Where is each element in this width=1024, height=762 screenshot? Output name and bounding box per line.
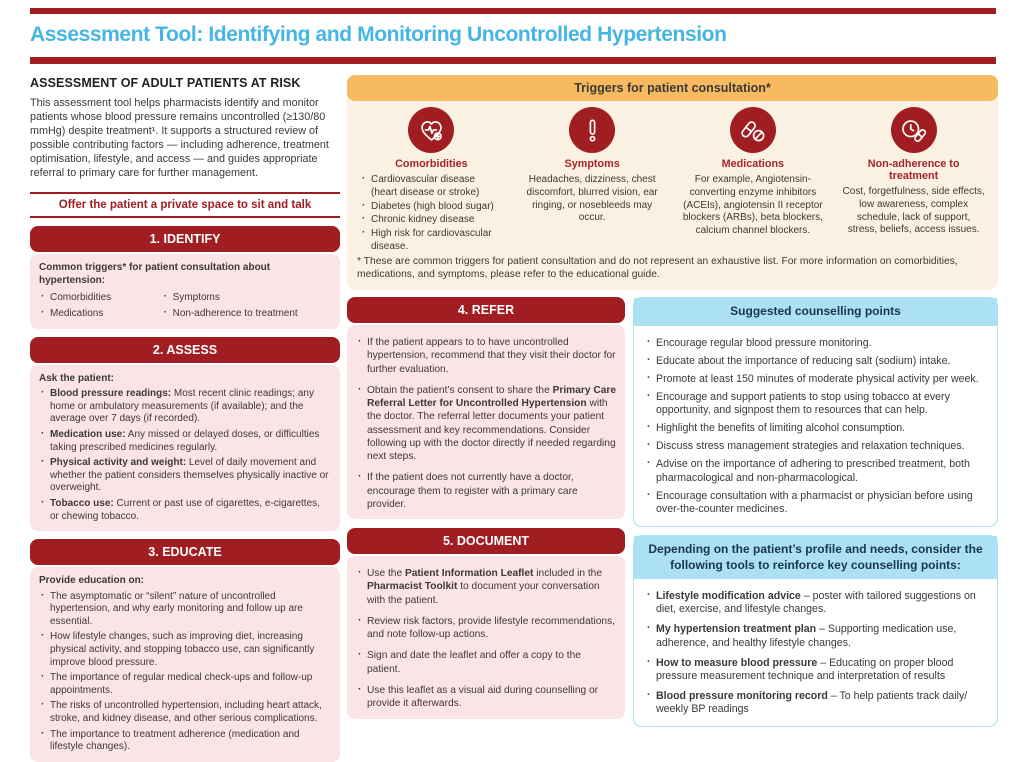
triggers-columns	[351, 107, 994, 254]
tools-body	[634, 579, 997, 726]
trigger-column-medications	[673, 107, 834, 254]
triggers-banner: Triggers for patient consultation*	[347, 75, 998, 101]
item-text: The importance to treatment adherence (medication and lifestyle changes).	[50, 728, 300, 753]
list-item	[39, 429, 331, 454]
left-column	[30, 76, 340, 762]
top-red-bar	[30, 8, 996, 14]
list-item	[645, 657, 986, 683]
list-item	[39, 308, 162, 321]
intro-paragraph: This assessment tool helps pharmacists identify and monitor patients whose blood pressure remains uncontrolled (≥130/80 mmHg) despite treatment¹. It supports a structured review of possible contributing factors — including adherence, treatment optimisation, lifestyle, and access — and guides appropriate referral to primary care for further management.	[30, 97, 329, 180]
list-item	[39, 700, 331, 725]
tools-box	[633, 535, 998, 727]
list-item	[645, 373, 986, 386]
item-text: Any missed or delayed doses, or difficulties taking prescribed medicines regularly.	[50, 428, 320, 453]
list-item	[645, 337, 986, 350]
counselling-list	[645, 337, 986, 516]
item-text: Highlight the benefits of limiting alcohol consumption.	[656, 422, 906, 435]
item-lead: My hypertension treatment plan	[656, 623, 817, 636]
item-lead: How to measure blood pressure	[656, 656, 818, 669]
list-item	[645, 490, 986, 516]
document-header: 5. DOCUMENT	[347, 528, 625, 554]
list-item	[356, 684, 616, 711]
item-text: Advise on the importance of adhering to prescribed treatment, both pharmacological and non-pharmacological.	[656, 458, 970, 484]
list-item	[360, 228, 503, 254]
trigger-label: Non-adherence to treatment	[867, 158, 960, 182]
list-item	[645, 422, 986, 435]
item-text: Encourage regular blood pressure monitoring.	[656, 336, 872, 349]
clock-pill-icon	[891, 107, 937, 153]
item-lead: Lifestyle modification advice	[656, 590, 801, 603]
list-item	[360, 174, 503, 200]
list-item	[645, 355, 986, 368]
item-text: High risk for cardiovascular disease.	[371, 228, 492, 252]
list-item	[645, 391, 986, 417]
trigger-label: Symptoms	[564, 158, 620, 170]
item-text: Chronic kidney disease	[371, 214, 475, 226]
list-item	[645, 590, 986, 616]
right-column	[633, 297, 998, 727]
list-item	[39, 672, 331, 697]
trigger-label: Medications	[721, 158, 785, 170]
identify-lead: Common triggers* for patient consultation about hypertension:	[39, 262, 271, 286]
item-text: Most recent clinic readings; any home or ambulatory measurements (if available); and the average over 7 days (if recorded).	[50, 388, 314, 425]
list-item	[39, 631, 331, 669]
item-lead: Physical activity and weight:	[50, 457, 187, 469]
list-item	[356, 615, 616, 642]
list-item	[356, 649, 616, 676]
private-space-callout: Offer the patient a private space to sit and talk	[30, 192, 340, 218]
list-item	[39, 292, 162, 305]
list-item-text: Medications	[50, 307, 104, 319]
item-text: included in the	[533, 568, 602, 579]
item-text: Level of daily movement and whether the patient considers themselves physically inactive or overweight.	[50, 457, 329, 494]
list-item	[39, 498, 331, 523]
item-text: The risks of uncontrolled hypertension, including heart attack, stroke, and kidney disease, and other serious complications.	[50, 700, 322, 725]
trigger-label: Comorbidities	[395, 158, 468, 170]
item-lead: Blood pressure monitoring record	[656, 689, 828, 702]
item-text: with the doctor. The referral letter documents your patient assessment and key recommendations. Consider following up with the doctor directly if needed regarding next steps.	[367, 398, 616, 462]
item-lead: Tobacco use:	[50, 497, 114, 509]
trigger-column-nonadherence	[833, 107, 994, 254]
item-lead: Blood pressure readings:	[50, 388, 172, 400]
document-list	[356, 567, 616, 710]
page-title: Assessment Tool: Identifying and Monitoring Uncontrolled Hypertension	[30, 23, 727, 46]
item-text: Current or past use of cigarettes, e-cigarettes, or chewing tobacco.	[50, 497, 320, 522]
triggers-panel	[347, 75, 998, 290]
identify-header: 1. IDENTIFY	[30, 226, 340, 252]
list-item-text: Symptoms	[172, 292, 220, 304]
risk-heading: ASSESSMENT OF ADULT PATIENTS AT RISK	[30, 76, 301, 90]
identify-columns	[39, 289, 331, 320]
trigger-column-symptoms	[512, 107, 673, 254]
list-item	[356, 384, 616, 464]
item-text: If the patient appears to to have uncontrolled hypertension, recommend that they visit their doctor for further evaluation.	[367, 337, 616, 375]
list-item	[162, 292, 331, 305]
refer-header: 4. REFER	[347, 297, 625, 323]
assess-header: 2. ASSESS	[30, 337, 340, 363]
educate-lead: Provide education on:	[39, 575, 145, 587]
list-item	[356, 567, 616, 607]
educate-header: 3. EDUCATE	[30, 539, 340, 565]
item-bold-text: Pharmacist Toolkit	[367, 581, 458, 593]
item-text: Obtain the patient’s consent to share the	[367, 384, 553, 396]
list-item	[645, 623, 986, 649]
list-item	[645, 458, 986, 484]
item-text: Use this leaflet as a visual aid during counselling or provide it afterwards.	[367, 684, 599, 709]
tools-header: Depending on the patient’s profile and needs, consider the following tools to reinforce key counselling points:	[634, 536, 997, 579]
list-item-text: Non-adherence to treatment	[172, 307, 298, 319]
item-text: – Educating on proper blood pressure measurement technique and interpretation of results	[656, 656, 954, 682]
educate-box	[30, 567, 340, 762]
list-item	[356, 471, 616, 511]
item-text: If the patient does not currently have a doctor, encourage them to register with a primary care provider.	[367, 472, 578, 510]
identify-box	[30, 254, 340, 328]
item-text: Promote at least 150 minutes of moderate physical activity per week.	[656, 372, 979, 385]
list-item	[360, 214, 503, 227]
item-bold-text: Patient Information Leaflet	[404, 568, 534, 579]
tools-list	[645, 590, 986, 716]
assess-lead: Ask the patient:	[39, 372, 115, 384]
list-item	[39, 729, 331, 754]
item-text: How lifestyle changes, such as improving diet, increasing physical activity, and stopping tobacco use, can significantly improve blood pressure.	[50, 631, 315, 668]
pills-icon	[730, 107, 776, 153]
heart-pulse-icon	[408, 107, 454, 153]
item-text: Encourage and support patients to stop using tobacco at every opportunity, and signpost them to resources that can help.	[656, 390, 950, 417]
item-text: – poster with tailored suggestions on diet, exercise, and lifestyle changes.	[656, 590, 976, 616]
medications-text: For example, Angiotensin-converting enzyme inhibitors (ACEIs), angiotensin II receptor blockers (ARBs), beta blockers, calcium channel blockers.	[682, 174, 823, 237]
list-item	[39, 457, 331, 495]
assess-box	[30, 365, 340, 532]
item-text: The asymptomatic or “silent” nature of uncontrolled hypertension, and why early monitoring and follow up are essential.	[50, 590, 303, 627]
refer-box	[347, 325, 625, 519]
middle-column	[347, 297, 625, 719]
item-text: Diabetes (high blood sugar)	[371, 200, 494, 212]
item-text: Cardiovascular disease (heart disease or stroke)	[371, 174, 480, 198]
identify-col1	[39, 289, 162, 320]
triggers-footnote: * These are common triggers for patient consultation and do not represent an exhaustive list. For more information on comorbidities, medications, and symptoms, please refer to the educational guide.	[357, 256, 958, 281]
comorbidities-list	[360, 174, 503, 254]
counselling-body	[634, 326, 997, 526]
item-text: Educate about the importance of reducing salt (sodium) intake.	[656, 354, 951, 367]
list-item	[39, 388, 331, 426]
title-divider	[30, 57, 996, 64]
item-text: Review risk factors, provide lifestyle recommendations, and note follow-up actions.	[367, 615, 615, 640]
item-text: Encourage consultation with a pharmacist or physician before using over-the-counter medicines.	[656, 489, 973, 515]
exclamation-icon	[569, 107, 615, 153]
list-item	[162, 308, 331, 321]
list-item	[645, 440, 986, 453]
assess-list	[39, 388, 331, 523]
counselling-header: Suggested counselling points	[634, 298, 997, 326]
list-item	[645, 690, 986, 716]
item-text: The importance of regular medical check-ups and follow-up appointments.	[50, 672, 313, 696]
document-box	[347, 556, 625, 719]
item-text: Use the	[367, 568, 405, 579]
item-text: – To help patients track daily/ weekly BP readings	[656, 689, 968, 716]
list-item	[356, 336, 616, 376]
item-text: Discuss stress management strategies and relaxation techniques.	[656, 440, 965, 453]
identify-col2	[162, 289, 331, 320]
item-text: to document your conversation with the patient.	[367, 581, 600, 606]
symptoms-text: Headaches, dizziness, chest discomfort, blurred vision, ear ringing, or nosebleeds may occur.	[526, 174, 658, 224]
list-item	[360, 201, 503, 214]
counselling-box	[633, 297, 998, 527]
trigger-column-comorbidities	[351, 107, 512, 254]
nonadherence-text: Cost, forgetfulness, side effects, low awareness, complex schedule, lack of support, stress, beliefs, access issues.	[842, 186, 985, 236]
item-lead: Medication use:	[50, 428, 126, 440]
educate-list	[39, 591, 331, 754]
item-bold-text: Primary Care Referral Letter for Uncontrolled Hypertension	[367, 384, 617, 409]
list-item-text: Comorbidities	[50, 292, 112, 304]
refer-list	[356, 336, 616, 511]
list-item	[39, 591, 331, 629]
item-text: – Supporting medication use, adherence, and healthy lifestyle changes.	[656, 623, 957, 649]
item-text: Sign and date the leaflet and offer a copy to the patient.	[367, 650, 581, 675]
